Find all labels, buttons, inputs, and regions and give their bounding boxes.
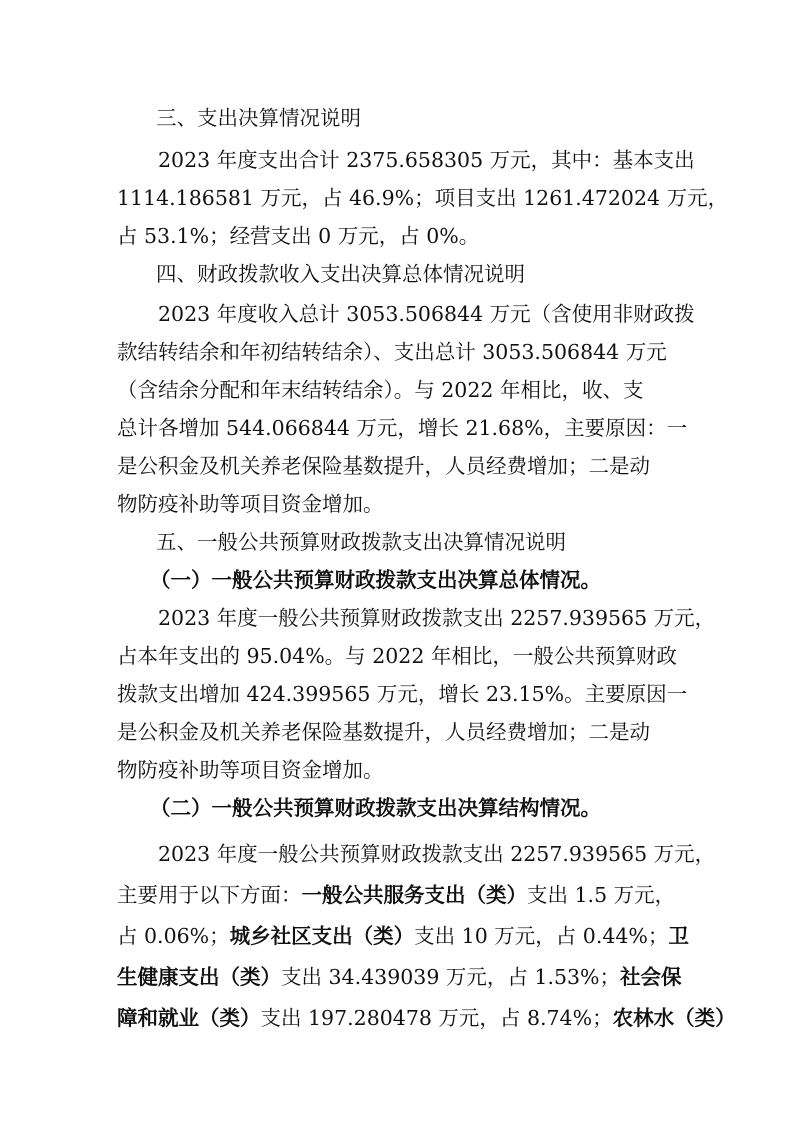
section-heading-general-budget: 五、一般公共预算财政拨款支出决算情况说明 xyxy=(156,530,566,554)
paragraph-line: 是公积金及机关养老保险基数提升，人员经费增加；二是动 xyxy=(117,454,650,478)
category-health: 生健康支出（类） xyxy=(117,965,281,989)
category-agriculture: 农林水（类） xyxy=(612,1006,736,1030)
text-run: 占 0.06%； xyxy=(117,924,230,948)
subsection-heading-overall: （一）一般公共预算财政拨款支出决算总体情况。 xyxy=(150,568,601,592)
category-social-security: 障和就业（类） xyxy=(117,1006,261,1030)
text-run: 支出 34.439039 万元，占 1.53%； xyxy=(281,965,621,989)
paragraph-line: 2023 年度收入总计 3053.506844 万元（含使用非财政拨 xyxy=(158,302,695,326)
paragraph-line xyxy=(117,926,689,947)
paragraph-line: （含结余分配和年末结转结余）。与 2022 年相比，收、支 xyxy=(117,378,644,402)
category-health-part: 卫 xyxy=(668,924,689,948)
paragraph-line: 拨款支出增加 424.399565 万元，增长 23.15%。主要原因一 xyxy=(117,682,688,706)
text-run: 支出 197.280478 万元，占 8.74%； xyxy=(260,1006,613,1030)
text-run: 支出 1.5 万元， xyxy=(527,883,676,907)
subsection-heading-structure: （二）一般公共预算财政拨款支出决算结构情况。 xyxy=(150,796,601,820)
paragraph-line xyxy=(117,1008,736,1029)
category-general-public-services: 一般公共服务支出（类） xyxy=(301,883,527,907)
paragraph-line: 总计各增加 544.066844 万元，增长 21.68%，主要原因：一 xyxy=(117,416,688,440)
paragraph-line xyxy=(117,967,682,988)
paragraph-line: 1114.186581 万元，占 46.9%；项目支出 1261.472024 万元， xyxy=(117,186,729,210)
paragraph-line xyxy=(117,885,675,906)
paragraph-line: 物防疫补助等项目资金增加。 xyxy=(117,492,384,516)
text-run: 支出 10 万元，占 0.44%； xyxy=(414,924,669,948)
paragraph-line: 2023 年度支出合计 2375.658305 万元，其中：基本支出 xyxy=(158,148,695,172)
paragraph-line: 占 53.1%；经营支出 0 万元，占 0%。 xyxy=(117,224,480,248)
paragraph-line: 2023 年度一般公共预算财政拨款支出 2257.939565 万元， xyxy=(158,606,716,630)
category-social-security-part: 社会保 xyxy=(620,965,682,989)
category-urban-rural-community: 城乡社区支出（类） xyxy=(229,924,415,948)
paragraph-line: 是公积金及机关养老保险基数提升，人员经费增加；二是动 xyxy=(117,720,650,744)
section-heading-fiscal-overall: 四、财政拨款收入支出决算总体情况说明 xyxy=(156,262,525,286)
paragraph-line: 物防疫补助等项目资金增加。 xyxy=(117,758,384,782)
text-run: 主要用于以下方面： xyxy=(117,883,302,907)
paragraph-line: 占本年支出的 95.04%。与 2022 年相比，一般公共预算财政 xyxy=(117,644,677,668)
section-heading-expenditure: 三、支出决算情况说明 xyxy=(156,106,361,130)
paragraph-line: 款结转结余和年初结转结余）、支出总计 3053.506844 万元 xyxy=(117,340,667,364)
paragraph-line: 2023 年度一般公共预算财政拨款支出 2257.939565 万元， xyxy=(158,842,716,866)
